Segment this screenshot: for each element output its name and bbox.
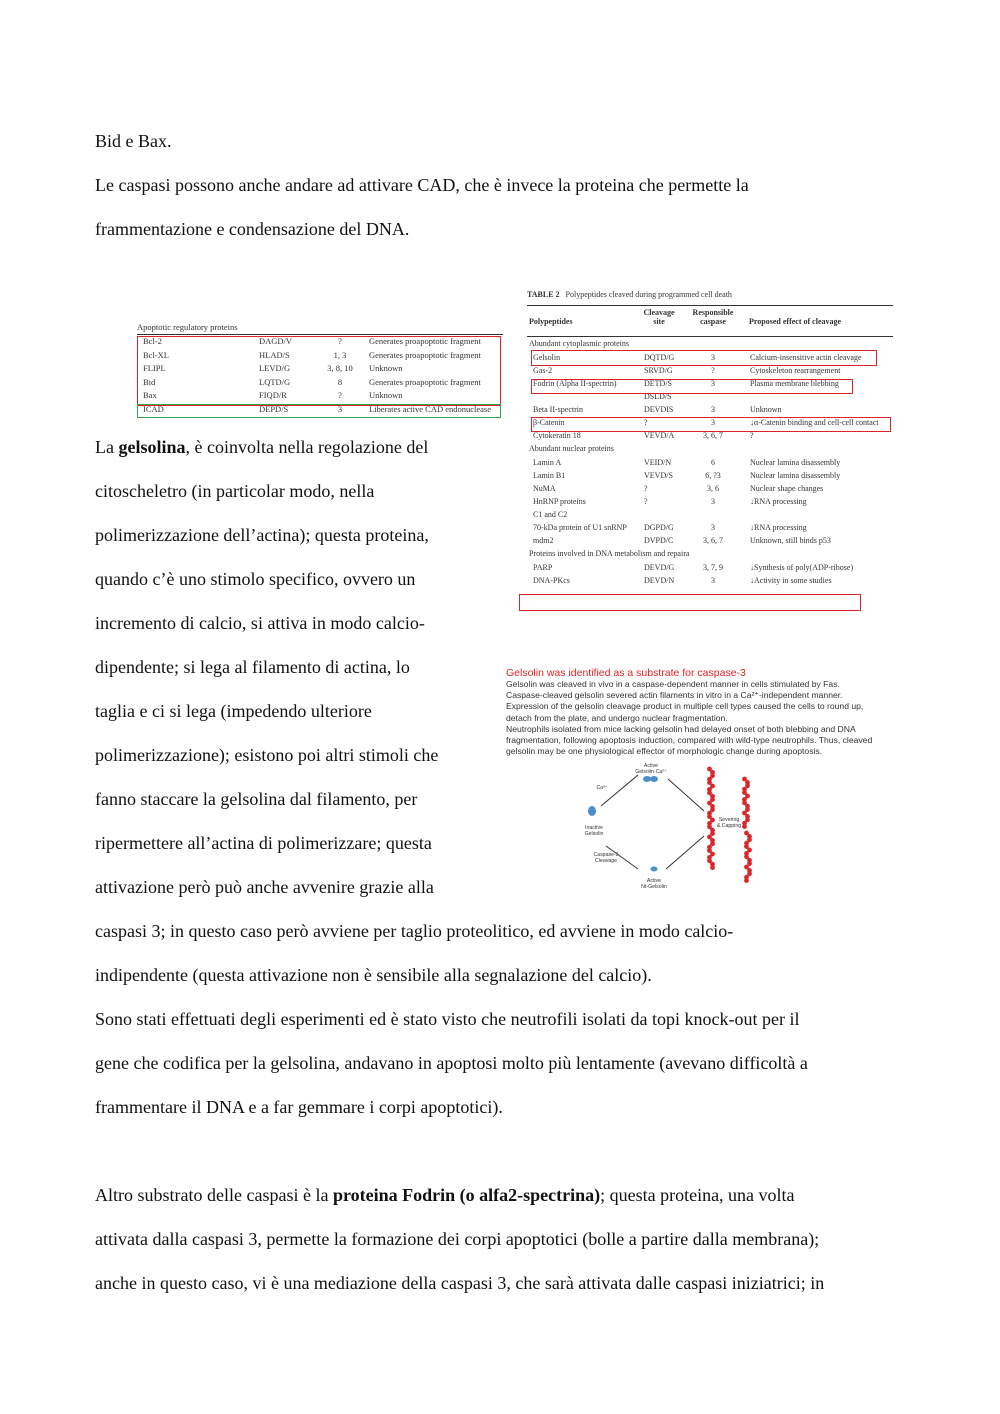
body-line-1: caspasi 3; in questo caso però avviene per taglio proteolitico, ed avviene in modo calcio- — [95, 921, 734, 941]
table-2-cell: ? — [711, 366, 715, 375]
table-2-row — [527, 403, 893, 416]
table-2-cell: DGPD/G — [644, 523, 674, 532]
table-2-cell: Beta II-spectrin — [533, 405, 583, 414]
table-2-cell: VEVD/S — [644, 471, 673, 480]
fodrin-line-1: Altro substrato delle caspasi è la proteina Fodrin (o alfa2-spectrina); questa proteina, una volta — [95, 1185, 795, 1205]
label-cleavage: Caspase-3 — [593, 852, 619, 859]
table-2-cell: VEVD/A — [644, 431, 675, 440]
table-2-row — [527, 495, 893, 508]
table-2-cell: Nuclear shape changes — [750, 484, 824, 493]
table-2-cell: 3 — [711, 379, 715, 388]
table-2-row — [527, 508, 893, 521]
gelsolin-figure-title: Gelsolin was identified as a substrate for caspase-3 — [506, 667, 746, 679]
table-2-cell: 3 — [711, 523, 715, 532]
table-2-cell: DEVD/N — [644, 576, 675, 585]
apo-cell-site: DAGD/V — [259, 336, 293, 346]
apo-green-highlight — [137, 404, 501, 418]
table-2-cell: 3, 6 — [707, 484, 719, 493]
label-inactive: Inactive — [585, 825, 603, 832]
table-2-cell: DEVDIS — [644, 405, 674, 414]
table-2-row — [527, 469, 893, 482]
intro-line-2: Le caspasi possono anche andare ad attivare CAD, che è invece la proteina che permette la — [95, 175, 749, 195]
table-2-cell: 3, 7, 9 — [703, 563, 723, 572]
table-2-cell: 3 — [711, 353, 715, 362]
table-2-cell: ↓RNA processing — [750, 523, 807, 532]
label-inactive-2: Gelsolin — [584, 831, 604, 838]
gelsolin-figure-text-line: detach from the plate, and undergo nuclear fragmentation. — [506, 712, 728, 723]
table-2-cell: 6, ?3 — [705, 471, 721, 480]
table-2 — [527, 290, 893, 587]
table-2-cell: DNA-PKcs — [533, 576, 570, 585]
body-line-2: indipendente (questa attivazione non è sensibile alla segnalazione del calcio). — [95, 965, 652, 985]
apo-cell-protein: Bid — [143, 376, 156, 387]
table-2-cell: 70-kDa protein of U1 snRNP — [533, 523, 627, 532]
body-line-4: gene che codifica per la gelsolina, andavano in apoptosi molto più lentamente (avevano difficoltà a — [95, 1053, 808, 1073]
apo-cell-caspase: ? — [338, 390, 342, 401]
gelsolin-para-line-2: citoscheletro (in particolar modo, nella — [95, 481, 375, 501]
table-2-cell: SRVD/G — [644, 366, 673, 375]
highlight-parp — [519, 594, 861, 611]
table-2-cell: ↓Synthesis of poly(ADP-ribose) — [750, 563, 854, 572]
table-2-cell: Unknown — [750, 405, 782, 414]
table-2-cell: ↓α-Catenin binding and cell-cell contact — [750, 418, 879, 427]
apo-cell-effect: Liberates active CAD endonuclease — [369, 403, 492, 414]
table-2-cell: NuMA — [533, 484, 556, 493]
apo-cell-effect: Unknown — [369, 390, 403, 401]
apo-cell-site: LEVD/G — [259, 363, 291, 374]
table-2-row — [527, 456, 893, 469]
table-2-cell: ? — [644, 497, 648, 506]
table-2-cell: Nuclear lamina disassembly — [750, 471, 841, 480]
apo-cell-protein: Bcl-2 — [143, 336, 162, 346]
gelsolin-figure-text-line: Caspase-cleaved gelsolin severed actin filaments in vitro in a Ca²⁺-independent manner. — [506, 690, 843, 701]
table-2-cell: ↓Activity in some studies — [750, 576, 832, 585]
table-2-cell: Gelsolin — [533, 353, 561, 362]
apo-cell-effect: Generates proapoptotic fragment — [369, 336, 481, 346]
table-2-section-title: Abundant cytoplasmic proteins — [529, 339, 629, 348]
header-effect: Proposed effect of cleavage — [749, 317, 842, 326]
table-2-cell: C1 and C2 — [533, 510, 568, 519]
gelsolin-para-line-4: quando c’è uno stimolo specifico, ovvero un — [95, 569, 416, 589]
table-2-cell: ? — [644, 484, 648, 493]
gelsolin-para-line-11: attivazione però può anche avvenire grazie alla — [95, 877, 434, 897]
gelsolin-figure — [506, 667, 896, 891]
body-line-7: attivata dalla caspasi 3, permette la formazione dei corpi apoptotici (bolle a partire dalla membrana); — [95, 1229, 820, 1249]
label-severing: Severing — [718, 817, 740, 824]
label-active-bottom: Active — [646, 878, 662, 885]
table-2-cell: β-Catenin — [533, 418, 565, 427]
gelsolin-para-line-6: dipendente; si lega al filamento di actina, lo — [95, 657, 410, 677]
intro-line-3: frammentazione e condensazione del DNA. — [95, 219, 410, 239]
header-site: Cleavage site — [643, 308, 675, 326]
table-2-cell: HnRNP proteins — [533, 497, 586, 506]
table-2-cell: VEID/N — [644, 458, 672, 467]
label-severing-2: & Capping — [716, 823, 742, 830]
table-2-header — [527, 305, 893, 337]
label-active-top-2: Gelsolin·Ca²⁺ — [635, 769, 667, 776]
table-2-cell: ? — [750, 431, 754, 440]
apo-cell-effect: Generates proapoptotic fragment — [369, 349, 481, 360]
gelsolin-figure-text-line: fragmentation, following apoptosis induction, compared with wild-type neutrophils. Thus, cleaved — [506, 735, 873, 746]
body-line-5: frammentare il DNA e a far gemmare i corpi apoptotici). — [95, 1097, 503, 1117]
label-active-top: Active — [643, 763, 659, 770]
header-caspase: Responsible caspase — [692, 308, 734, 326]
header-polypeptides: Polypeptides — [529, 317, 573, 326]
table-2-row — [527, 534, 893, 547]
table-2-cell: ↓RNA processing — [750, 497, 807, 506]
actin-filament-long — [707, 767, 715, 870]
actin-filament-short-2 — [744, 831, 752, 883]
table-2-row — [527, 561, 893, 574]
table-2-cell: 3, 6, 7 — [703, 536, 723, 545]
table-2-cell: 6 — [711, 458, 715, 467]
table-2-cell: 3 — [711, 576, 715, 585]
table-2-cell: Plasma membrane blebbing — [750, 379, 839, 388]
gelsolin-para-line-9: fanno staccare la gelsolina dal filamento, per — [95, 789, 418, 809]
label-active-bottom-2: Nt-Gelsolin — [641, 884, 667, 891]
table-2-cell: DETD/S — [644, 379, 672, 388]
apo-cell-effect: Unknown — [369, 363, 403, 374]
apo-cell-protein: FLIPL — [143, 363, 166, 374]
body-line-3: Sono stati effettuati degli esperimenti ed è stato visto che neutrofili isolati da topi knock-out per il — [95, 1009, 800, 1029]
table-2-row — [527, 521, 893, 534]
intro-line-1: Bid e Bax. — [95, 131, 172, 151]
table-2-cell: Nuclear lamina disassembly — [750, 458, 841, 467]
table-2-cell: 3, 6, 7 — [703, 431, 723, 440]
table-2-cell: PARP — [533, 563, 553, 572]
table-2-cell: Cytokeratin 18 — [533, 431, 581, 440]
table-2-cell: DEVD/G — [644, 563, 675, 572]
table-2-row — [527, 574, 893, 587]
highlight-catenin — [531, 417, 891, 432]
table-2-cell: DSLD/S — [644, 392, 672, 401]
table-2-cell: ? — [644, 418, 648, 427]
apo-cell-site: LQTD/G — [259, 376, 291, 387]
body-line-8: anche in questo caso, vi è una mediazione della caspasi 3, che sarà attivata dalle caspasi iniziatrici; in — [95, 1273, 825, 1293]
table-2-cell: Lamin B1 — [533, 471, 566, 480]
gelsolin-figure-text-line: Neutrophils isolated from mice lacking gelsolin had delayed onset of both blebbing and DNA — [506, 723, 856, 734]
apo-red-highlight — [137, 336, 501, 406]
table-2-cell: DQTD/G — [644, 353, 675, 362]
apo-cell-caspase: 8 — [337, 376, 343, 387]
table-2-cell: Gas-2 — [533, 366, 553, 375]
gelsolin-figure-text — [506, 679, 896, 757]
highlight-gelsolin — [531, 350, 877, 366]
gelsolin-para-line-7: taglia e ci si lega (impedendo ulteriore — [95, 701, 372, 721]
table-2-cell: 3 — [711, 405, 715, 414]
apoptotic-regulatory-table — [137, 322, 503, 417]
table-2-row — [527, 482, 893, 495]
gelsolin-figure-text-line: Gelsolin was cleaved in vivo in a caspase-dependent manner in cells stimulated by Fas. — [506, 679, 840, 689]
apo-cell-caspase: 3, 8, 10 — [327, 363, 353, 374]
apo-cell-caspase: ? — [338, 336, 342, 346]
apo-cell-site: HLAD/S — [259, 349, 290, 360]
apo-cell-caspase: 1, 3 — [333, 349, 347, 360]
table-2-cell: Lamin A — [533, 458, 562, 467]
apo-cell-effect: Generates proapoptotic fragment — [369, 376, 481, 387]
actin-filament-short — [742, 777, 750, 829]
apo-table-caption: Apoptotic regulatory proteins — [137, 322, 238, 332]
apo-cell-site: FIQD/R — [259, 390, 287, 401]
table-2-cell: 3 — [711, 497, 715, 506]
gelsolin-para-line-8: polimerizzazione); esistono poi altri stimoli che — [95, 745, 439, 765]
highlight-fodrin — [531, 379, 853, 394]
table-2-cell: mdm2 — [533, 536, 554, 545]
apo-cell-caspase: 3 — [337, 403, 343, 414]
gelsolin-figure-text-line: Expression of the gelsolin cleavage product in multiple cell types caused the cells to round up, — [506, 701, 864, 712]
apo-cell-site: DEPD/S — [259, 403, 289, 414]
gelsolin-figure-text-line: gelsolin may be one physiological effector of morphologic change during apoptosis. — [506, 746, 823, 757]
apo-cell-protein: Bax — [143, 390, 157, 401]
gelsolin-para-line-5: incremento di calcio, si attiva in modo calcio- — [95, 613, 425, 633]
gelsolin-para-line-3: polimerizzazione dell’actina); questa proteina, — [95, 525, 429, 545]
table-2-cell: Fodrin (Alpha II-spectrin) — [533, 379, 617, 388]
table-2-cell: Cytoskeleton rearrangement — [750, 366, 841, 375]
label-cleavage-2: Cleavage — [595, 858, 617, 865]
table-2-cell: Calcium-insensitive actin cleavage — [750, 353, 862, 362]
gelsolin-para-line-10: ripermettere all’actina di polimerizzare; questa — [95, 833, 432, 853]
table-2-section-title: Abundant nuclear proteins — [529, 444, 614, 453]
apo-cell-protein: Bcl-XL — [143, 349, 169, 360]
table-2-cell: Unknown, still binds p53 — [750, 536, 831, 545]
table-2-cell: 3 — [711, 418, 715, 427]
table-2-title: TABLE 2 Polypeptides cleaved during programmed cell death — [527, 290, 732, 299]
table-2-section-title: Proteins involved in DNA metabolism and repaira — [529, 549, 690, 558]
gelsolin-para-line-1: La gelsolina, è coinvolta nella regolazione del — [95, 437, 429, 457]
gelsolin-cycle-diagram — [506, 761, 896, 891]
label-ca: Ca²⁺ — [596, 785, 608, 792]
apo-cell-protein: ICAD — [143, 403, 164, 414]
table-2-cell: DVPD/C — [644, 536, 674, 545]
